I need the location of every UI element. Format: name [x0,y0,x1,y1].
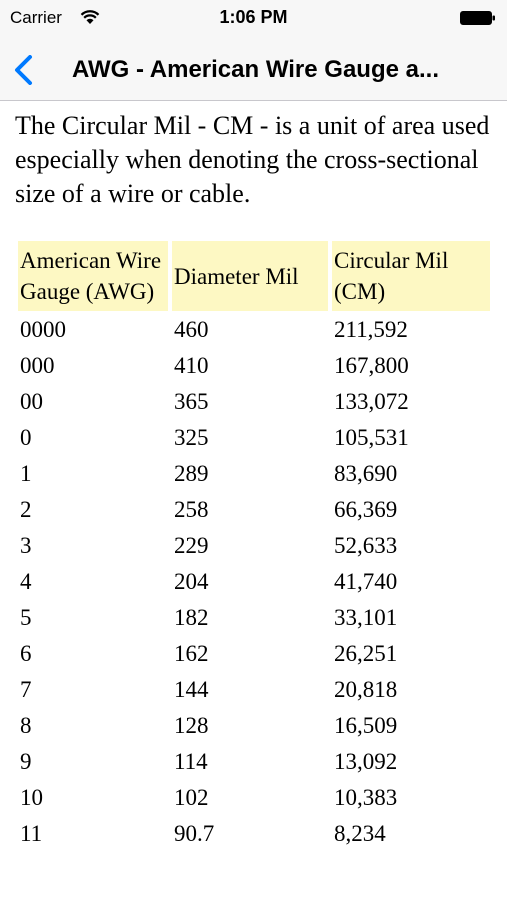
cell-diameter: 144 [174,677,209,702]
cell-diameter: 365 [174,389,209,414]
cell-circular-mil: 83,690 [334,461,398,486]
cell-diameter: 182 [174,605,209,630]
cell-circular-mil: 16,509 [334,713,398,738]
cell-awg: 6 [20,641,32,666]
cell-awg: 10 [20,785,43,810]
header-circular-mil: Circular Mil (CM) [332,241,490,311]
table-row [18,637,490,671]
chevron-left-icon [14,55,34,85]
cell-awg: 11 [20,821,43,846]
cell-circular-mil: 20,818 [334,677,398,702]
cell-awg: 4 [20,569,32,594]
cell-circular-mil: 13,092 [334,749,398,774]
table-row [18,601,490,635]
table-row [18,385,490,419]
cell-awg: 0 [20,425,32,450]
table-row [18,421,490,455]
cell-awg: 5 [20,605,32,630]
table-header-row [18,241,490,311]
cell-diameter: 204 [174,569,209,594]
table-row [18,349,490,383]
cell-circular-mil: 26,251 [334,641,398,666]
cell-awg: 000 [20,353,55,378]
header-diameter: Diameter Mil [172,241,328,311]
status-bar [0,0,507,40]
cell-diameter: 410 [174,353,209,378]
cell-awg: 2 [20,497,32,522]
status-time: 1:06 PM [219,7,288,27]
cell-diameter: 128 [174,713,209,738]
cell-circular-mil: 10,383 [334,785,398,810]
cell-diameter: 258 [174,497,209,522]
table-row [18,673,490,707]
cell-circular-mil: 105,531 [334,425,409,450]
cell-awg: 9 [20,749,32,774]
table-row [18,529,490,563]
cell-diameter: 90.7 [174,821,215,846]
battery-icon [460,11,496,25]
carrier-label: Carrier [10,8,62,27]
table-row [18,745,490,779]
cell-circular-mil: 52,633 [334,533,398,558]
cell-awg: 00 [20,389,43,414]
cell-diameter: 289 [174,461,209,486]
navigation-bar [0,40,507,101]
table-row [18,313,490,347]
intro-paragraph: The Circular Mil - CM - is a unit of area used especially when denoting the cross-sectional size of a wire or cable. [15,111,490,208]
cell-awg: 7 [20,677,32,702]
cell-awg: 8 [20,713,32,738]
cell-circular-mil: 66,369 [334,497,398,522]
cell-diameter: 229 [174,533,209,558]
cell-awg: 1 [20,461,32,486]
cell-circular-mil: 33,101 [334,605,398,630]
cell-diameter: 460 [174,317,209,342]
back-button[interactable] [8,48,48,92]
cell-circular-mil: 8,234 [334,821,386,846]
cell-awg: 0000 [20,317,66,342]
content-scroll-area[interactable] [0,101,507,900]
page-title: AWG - American Wire Gauge a... [72,56,439,83]
cell-diameter: 102 [174,785,209,810]
cell-diameter: 114 [174,749,208,774]
table-row [18,493,490,527]
cell-diameter: 162 [174,641,209,666]
cell-circular-mil: 41,740 [334,569,398,594]
cell-diameter: 325 [174,425,209,450]
cell-circular-mil: 133,072 [334,389,409,414]
cell-circular-mil: 167,800 [334,353,409,378]
table-row [18,817,490,851]
cell-circular-mil: 211,592 [334,317,408,342]
table-row [18,781,490,815]
table-row [18,457,490,491]
table-row [18,709,490,743]
cell-awg: 3 [20,533,32,558]
header-awg: American Wire Gauge (AWG) [18,241,168,311]
awg-table [14,239,494,853]
table-row [18,565,490,599]
